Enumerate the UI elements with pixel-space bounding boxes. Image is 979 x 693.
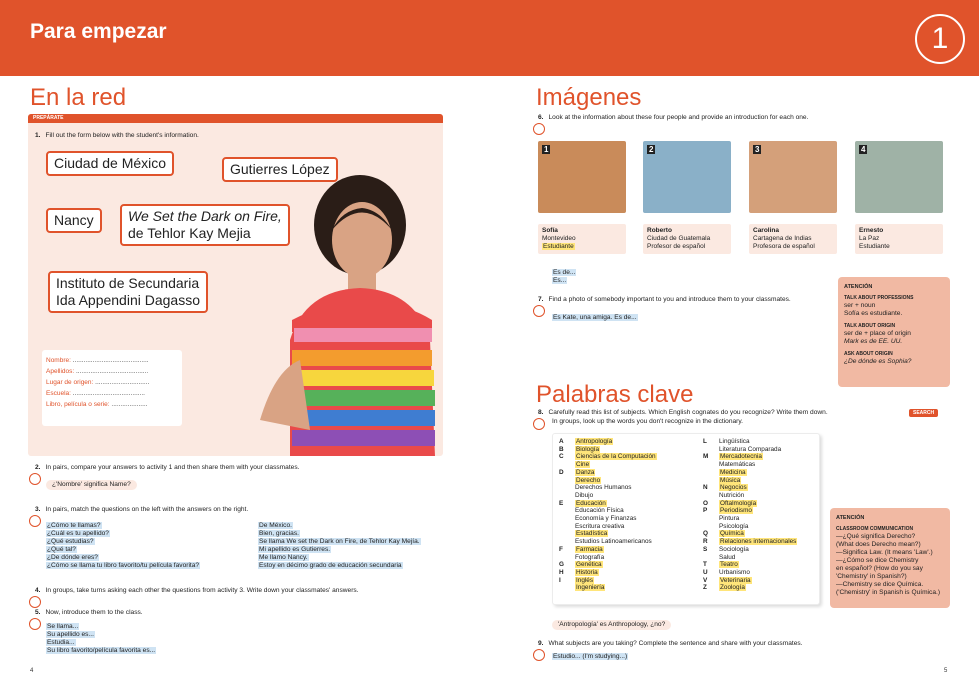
subject-item [559,546,657,554]
subject-letter: N [703,484,708,492]
answer-item[interactable]: Bien, gracias. [259,530,299,537]
subject-item [703,561,797,569]
subject-name: Genética [576,561,602,569]
subject-name: Periodismo [720,507,752,515]
subject-name: Química [720,530,744,538]
subject-letter: U [703,568,708,576]
subject-letter: B [559,445,564,453]
subject-item [559,477,657,485]
atencion-title: ATENCIÓN [836,515,865,521]
subject-letter: Z [703,584,707,592]
subject-item [559,584,657,592]
question-item[interactable]: ¿Qué tal? [47,546,76,553]
group-icon [533,649,545,661]
activity-7-example: Es Kate, una amiga. Es de... [553,314,637,321]
group-icon [533,418,545,430]
subject-name: Negocios [720,484,747,492]
subject-item [559,469,657,477]
subject-name: Ciencias de la Computación [576,453,656,461]
form-field-nombre[interactable]: Nombre: .......................................... [46,357,149,364]
intro-item: Su libro favorito/película favorita es... [47,647,156,654]
question-item[interactable]: ¿Qué estudias? [47,538,94,545]
subject-item [559,446,657,454]
subject-name: Antropología [576,438,613,445]
subject-name: Matemáticas [719,461,756,469]
question-item[interactable]: ¿Cómo te llamas? [47,522,101,529]
subject-name: Literatura Comparada [719,445,782,453]
form-field-origen[interactable]: Lugar de origen: .............................. [46,379,150,386]
search-button[interactable]: SEARCH [909,409,938,417]
subject-letter: M [703,453,709,461]
subject-item [559,523,657,531]
label-school-line2: Ida Appendini Dagasso [56,292,200,308]
subject-item [559,484,657,492]
label-school [48,271,208,313]
subject-name: Fotografía [575,553,605,561]
subject-letter: T [703,561,707,569]
subject-item [703,500,797,508]
panel-top-bar [28,114,443,123]
subjects-column-left [559,438,657,592]
question-list [46,522,200,570]
subject-item [703,569,797,577]
subject-letter: G [559,561,564,569]
subject-name: Pintura [719,515,740,523]
subject-letter: L [703,438,707,445]
form-field-apellidos[interactable]: Apellidos: ........................................ [46,368,149,375]
label-book [120,204,290,246]
page-number-left: 4 [30,668,34,674]
subject-name: Ingeniería [576,584,605,592]
subject-name: Educación [576,499,606,507]
activity-3-instruction: 3. In pairs, match the questions on the left with the answers on the right. [35,506,249,513]
subject-letter: D [559,468,564,476]
answer-item[interactable]: Mi apellido es Gutierres. [259,546,331,553]
atencion-box-2: ATENCIÓN CLASSROOM COMMUNICATION —¿Qué significa Derecho? (What does Derecho mean?) —Significa Law. (It means 'Law'.) —¿Cómo se dice Chemistry en español? (How do you say 'Chemistry' in Spanish?) —Chemistry se dice Química. ('Chemistry' in Spanish is Química.) [830,508,950,608]
section-heading-imagenes: Imágenes [536,84,642,111]
subject-name: Estudios Latinoamericanos [575,538,652,546]
answer-item[interactable]: Me llamo Nancy. [259,554,308,561]
subject-name: Sociología [719,545,749,553]
subject-item [703,515,797,523]
subject-name: Historia [576,568,598,576]
chapter-title: Para empezar [30,20,167,43]
subject-item [559,515,657,523]
subject-name: Derecho [576,476,601,484]
subject-item [703,492,797,500]
subject-name: Danza [576,468,595,476]
person-card-4: Ernesto La Paz Estudiante [855,224,943,254]
person-photo-1: 1 [538,141,626,213]
subject-name: Economía y Finanzas [575,515,637,523]
subject-item [559,561,657,569]
answer-item[interactable]: De México. [259,522,292,529]
activity-8-instruction: 8. Carefully read this list of subjects. Which English cognates do you recognize? Write them down. [538,409,828,416]
group-icon [533,305,545,317]
group-icon [533,123,545,135]
person-card-2: Roberto Ciudad de Guatemala Profesor de español [643,224,731,254]
subject-name: Farmacia [576,545,603,553]
activity-5-instruction: 5. Now, introduce them to the class. [35,609,143,616]
label-name: Nancy [46,208,102,233]
label-school-line1: Instituto de Secundaria [56,275,200,291]
activity-9-instruction: 9. What subjects are you taking? Complete the sentence and share with your classmates. [538,640,803,647]
subjects-list [552,433,820,605]
atencion-line: —Significa Law. (It means 'Law'.) [836,549,933,556]
subject-name: Psicología [719,522,749,530]
person-photo-4: 4 [855,141,943,213]
subject-name: Urbanismo [719,568,750,576]
atencion-line: ('Chemistry' in Spanish is Química.) [836,589,941,596]
section-heading-en-la-red: En la red [30,84,127,111]
subject-name: Mercadotecnia [720,453,762,461]
subject-letter: R [703,538,708,546]
subject-letter: O [703,499,708,507]
subject-name: Escritura creativa [575,522,625,530]
subject-item [703,577,797,585]
subject-item [559,577,657,585]
atencion-line: en español? (How do you say [836,565,923,572]
activity-1-instruction: 1. Fill out the form below with the student's information. [35,132,199,139]
subject-name: Teatro [720,561,738,569]
activity-7-instruction: 7. Find a photo of somebody important to you and introduce them to your classmates. [538,296,791,303]
question-item[interactable]: ¿Cómo se llama tu libro favorito/tu película favorita? [47,562,200,569]
subject-item [703,453,797,461]
subject-name: Dibujo [575,491,594,499]
subject-item [559,538,657,546]
subject-item [559,507,657,515]
subject-item [703,546,797,554]
subject-item [559,492,657,500]
subject-item [703,523,797,531]
subject-letter: H [559,568,564,576]
subject-item [703,438,797,446]
subject-letter: S [703,545,708,553]
activity-8-instruction-2: In groups, look up the words you don't recognize in the dictionary. [552,418,744,425]
subject-letter: C [559,453,564,461]
atencion-title: ATENCIÓN [844,284,873,290]
subject-name: Nutrición [719,491,745,499]
subject-item [703,530,797,538]
subject-name: Cine [576,461,590,469]
subjects-column-right [703,438,797,592]
subject-item [559,554,657,562]
form-field-libro[interactable]: Libro, película o serie: .................... [46,401,148,408]
group-icon [29,618,41,630]
atencion-line: —Chemistry se dice Química. [836,581,924,588]
tip-bubble-nombre: ¿'Nombre' significa Name? [46,480,137,490]
subject-letter: P [703,507,708,515]
subject-name: Medicina [720,468,746,476]
subject-item [703,446,797,454]
subject-item [559,453,657,461]
subject-letter: V [703,576,708,584]
subject-item [703,477,797,485]
subject-name: Oftalmología [720,499,757,507]
subject-letter: I [559,576,561,584]
label-book-author: de Tehlor Kay Mejia [128,225,251,241]
group-icon [29,515,41,527]
atencion-box-1: ATENCIÓN TALK ABOUT PROFESSIONS ser + noun Sofía es estudiante. TALK ABOUT ORIGIN ser de + place of origin Mark es de EE. UU. ASK ABOUT ORIGIN ¿De dónde es Sophia? [838,277,950,387]
subject-item [559,530,657,538]
question-item[interactable]: ¿Cuál es tu apellido? [47,530,109,537]
subject-name: Veterinaria [720,576,751,584]
subject-item [559,461,657,469]
intro-list [46,623,156,655]
subject-name: Educación Física [575,507,624,515]
subject-item [559,500,657,508]
atencion-line: (What does Derecho mean?) [836,541,921,548]
activity-2-instruction: 2. In pairs, compare your answers to activity 1 and then share them with your classmates. [35,464,300,471]
page-number-right: 5 [944,668,948,674]
subject-item [559,569,657,577]
answer-item[interactable]: Estoy en décimo grado de educación secundaria [259,562,402,569]
question-item[interactable]: ¿De dónde eres? [47,554,98,561]
activity-9-example: Estudio... (I'm studying...) [553,653,628,660]
subject-item [559,438,657,446]
subject-name: Lingüística [719,438,750,445]
subject-item [703,469,797,477]
subject-item [703,484,797,492]
form-field-escuela[interactable]: Escuela: ........................................ [46,390,145,397]
subject-letter: A [559,438,564,445]
subject-name: Inglés [576,576,594,584]
intro-item: Su apellido es... [47,631,94,638]
prepárate-badge: PREPÁRATE [33,115,64,121]
person-card-1: Sofía Montevideo Estudiante [538,224,626,254]
subject-item [703,507,797,515]
subject-name: Estadística [576,530,608,538]
header-bar [0,0,979,76]
person-card-3: Carolina Cartagena de Indias Profesora de español [749,224,837,254]
subject-letter: Q [703,530,708,538]
group-icon [29,596,41,608]
atencion-line: —¿Qué significa Derecho? [836,533,916,540]
activity-4-instruction: 4. In groups, take turns asking each other the questions from activity 3. Write down your classmates' answers. [35,587,359,594]
subject-item [703,584,797,592]
subject-name: Zoología [720,584,745,592]
person-photo-3: 3 [749,141,837,213]
activity-6-instruction: 6. Look at the information about these four people and provide an introduction for each one. [538,114,809,121]
intro-item: Se llama... [47,623,79,630]
label-city: Ciudad de México [46,151,174,176]
intro-item: Estudia... [47,639,75,646]
atencion-2-lines [836,533,944,597]
subject-name: Música [720,476,741,484]
student-form [42,350,182,426]
person-photo-2: 2 [643,141,731,213]
subject-item [703,461,797,469]
atencion-line: —¿Cómo se dice Chemistry [836,557,919,564]
subject-name: Derechos Humanos [575,484,632,492]
answer-list [258,522,421,570]
unit-number: 1 [915,14,965,64]
subject-letter: F [559,545,563,553]
subject-item [703,554,797,562]
subject-item [703,538,797,546]
subject-name: Biología [576,445,600,453]
atencion-line: 'Chemistry' in Spanish?) [836,573,907,580]
subject-name: Relaciones internacionales [720,538,797,546]
subject-letter: E [559,499,564,507]
subject-name: Salud [719,553,736,561]
answer-item[interactable]: Se llama We set the Dark on Fire, de Tehlor Kay Mejía. [259,538,420,545]
section-heading-palabras-clave: Palabras clave [536,381,694,408]
label-surname: Gutierres López [222,157,338,182]
tip-bubble-antropologia: 'Antropología' es Anthropology, ¿no? [552,620,671,630]
label-book-title: We Set the Dark on Fire, [128,208,282,224]
sentence-starters: Es de... Es... [553,269,576,284]
group-icon [29,473,41,485]
